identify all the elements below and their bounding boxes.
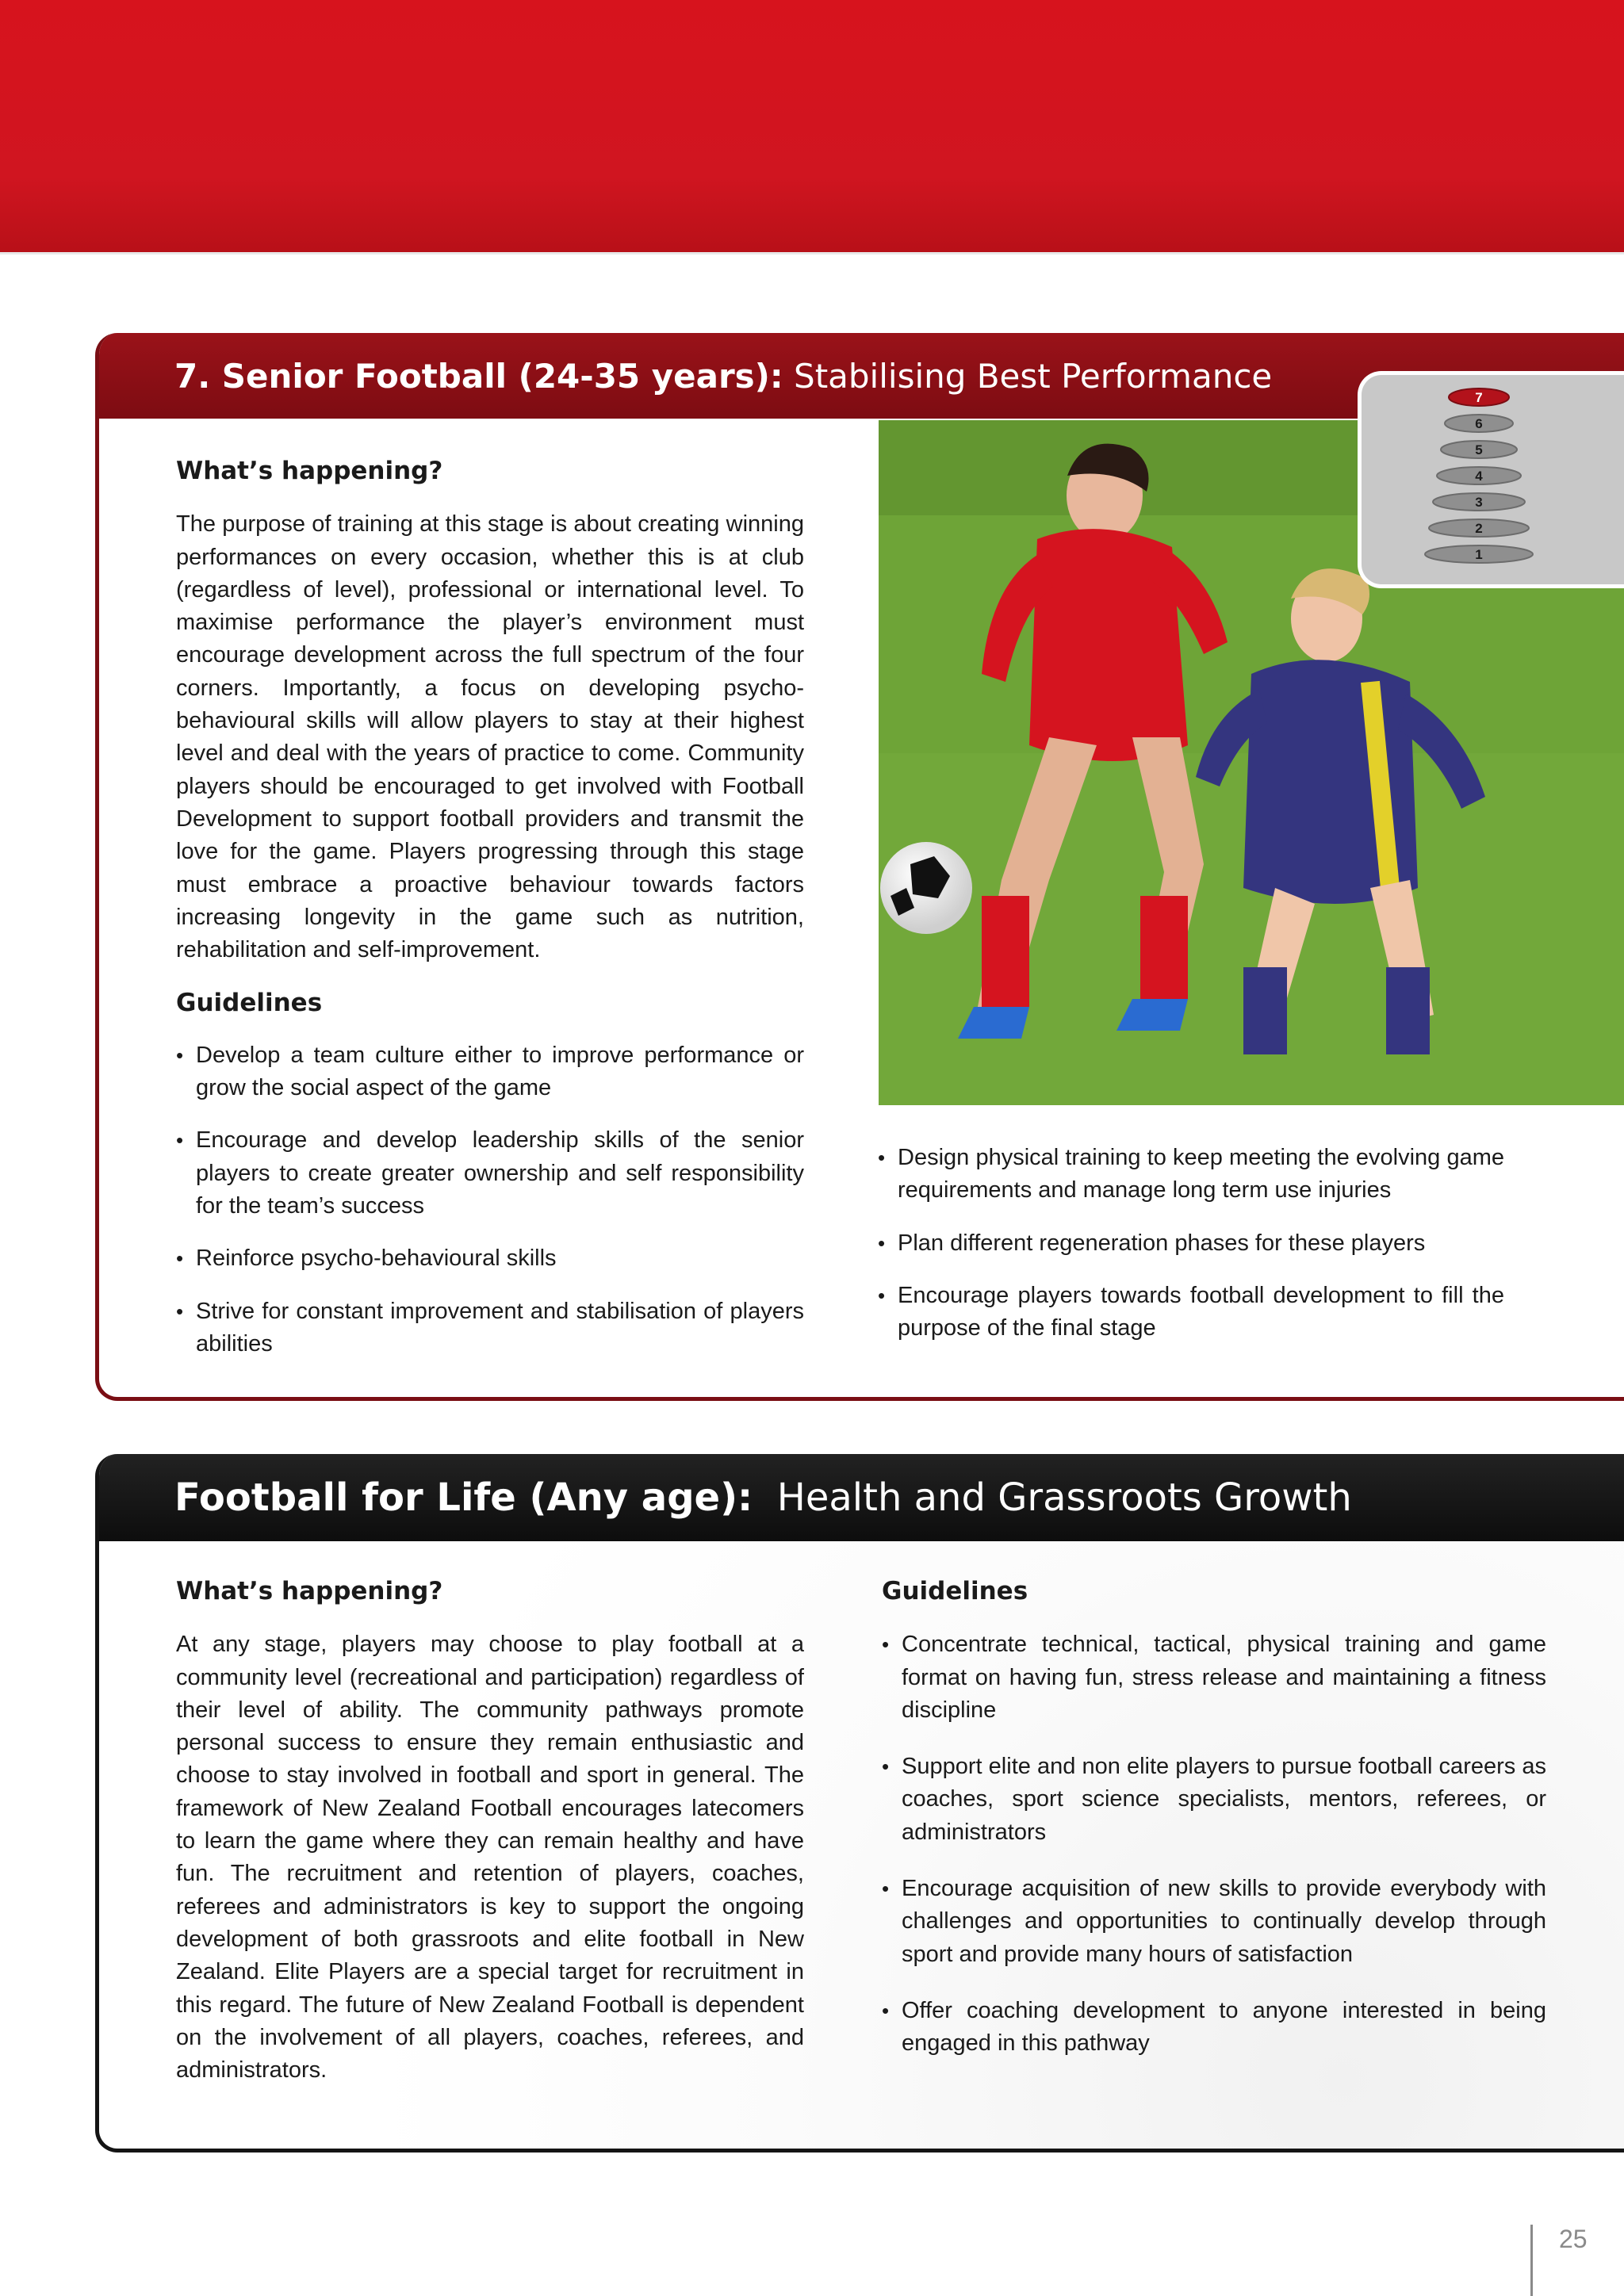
list-item: • Develop a team culture either to improve performance or grow the social aspect of the game xyxy=(176,1039,804,1105)
stage-pyramid-icon xyxy=(1362,375,1624,584)
stage-level-label: 4 xyxy=(1475,469,1483,484)
stage-level-label: 5 xyxy=(1475,442,1483,457)
life-title-bold: Football for Life (Any age): xyxy=(174,1475,753,1520)
life-section-header xyxy=(99,1454,1624,1541)
list-item: • Design physical training to keep meeting the evolving game requirements and manage long term use injuries xyxy=(878,1142,1504,1207)
senior-title-bold: 7. Senior Football (24-35 years): xyxy=(174,356,783,396)
list-item: • Support elite and non elite players to pursue football careers as coaches, sport science specialists, mentors, referees, or administrators xyxy=(882,1751,1546,1849)
senior-guidelines-heading: Guidelines xyxy=(176,989,323,1018)
page-number: 25 xyxy=(1559,2225,1588,2253)
list-item: • Reinforce psycho-behavioural skills xyxy=(176,1242,804,1275)
senior-guidelines-right-list xyxy=(878,1142,1504,1345)
senior-title-light: Stabilising Best Performance xyxy=(794,356,1273,396)
stage-level-label: 1 xyxy=(1475,547,1483,562)
stage-level-label: 3 xyxy=(1475,495,1483,510)
senior-guidelines-right xyxy=(878,1142,1504,1345)
senior-whats-happening-text: The purpose of training at this stage is about creating winning performances on every occasion, whether this is at club (regardless of level), professional or international level. To maximise performance the player’s environment must encourage development across the full spectrum of the four corners. Importantly, a focus on developing psycho-behavioural skills will allow players to stay at their highest level and deal with the years of practice to come. Community players should be encouraged to get involved with Football Development to support football providers and transmit the love for the game. Players progressing through this stage must embrace a proactive behaviour towards factors increasing longevity in the game such as nutrition, rehabilitation and self-improvement. xyxy=(176,511,804,963)
list-item: • Concentrate technical, tactical, physical training and game format on having fun, stress release and maintaining a fitness discipline xyxy=(882,1628,1546,1727)
list-item: • Encourage players towards football development to fill the purpose of the final stage xyxy=(878,1280,1504,1345)
life-guidelines xyxy=(882,1575,1546,2061)
stage-level-label: 7 xyxy=(1475,390,1483,405)
top-red-banner xyxy=(0,0,1624,254)
page-number-rule xyxy=(1530,2225,1533,2296)
life-whats-happening-heading: What’s happening? xyxy=(176,1577,443,1605)
stage-level-label: 6 xyxy=(1475,416,1483,431)
senior-section-title xyxy=(174,357,1272,396)
stage-pyramid-tab xyxy=(1358,371,1624,588)
life-whats-happening xyxy=(176,1575,804,2087)
life-title-light: Health and Grassroots Growth xyxy=(776,1475,1352,1520)
list-item: • Strive for constant improvement and stabilisation of players abilities xyxy=(176,1295,804,1361)
list-item: • Encourage and develop leadership skills of the senior players to create greater ownership and self responsibility for the team’s success xyxy=(176,1124,804,1223)
list-item: • Offer coaching development to anyone interested in being engaged in this pathway xyxy=(882,1995,1546,2061)
list-item: • Plan different regeneration phases for these players xyxy=(878,1227,1504,1260)
stage-level-label: 2 xyxy=(1475,521,1483,536)
life-guidelines-list xyxy=(882,1628,1546,2060)
life-whats-happening-text: At any stage, players may choose to play football at a community level (recreational and participation) regardless of their level of ability. The community pathways promote personal success to ensure they remain enthusiastic and choose to stay involved in football and sport in general. The framework of New Zealand Football encourages latecomers to learn the game where they can remain healthy and have fun. The recruitment and retention of players, coaches, referees and administrators is key to support the ongoing development of both grassroots and elite football in New Zealand. Elite Players are a special target for recruitment in this regard. The future of New Zealand Football is dependent on the involvement of all players, coaches, referees, and administrators. xyxy=(176,1632,804,2084)
senior-whats-happening-heading: What’s happening? xyxy=(176,457,443,485)
list-item: • Encourage acquisition of new skills to provide everybody with challenges and opportunities to continually develop through sport and provide many hours of satisfaction xyxy=(882,1873,1546,1971)
senior-guidelines-left xyxy=(176,1039,804,1360)
senior-whats-happening xyxy=(176,455,804,1360)
life-guidelines-heading: Guidelines xyxy=(882,1577,1028,1605)
life-section-title xyxy=(174,1475,1352,1520)
